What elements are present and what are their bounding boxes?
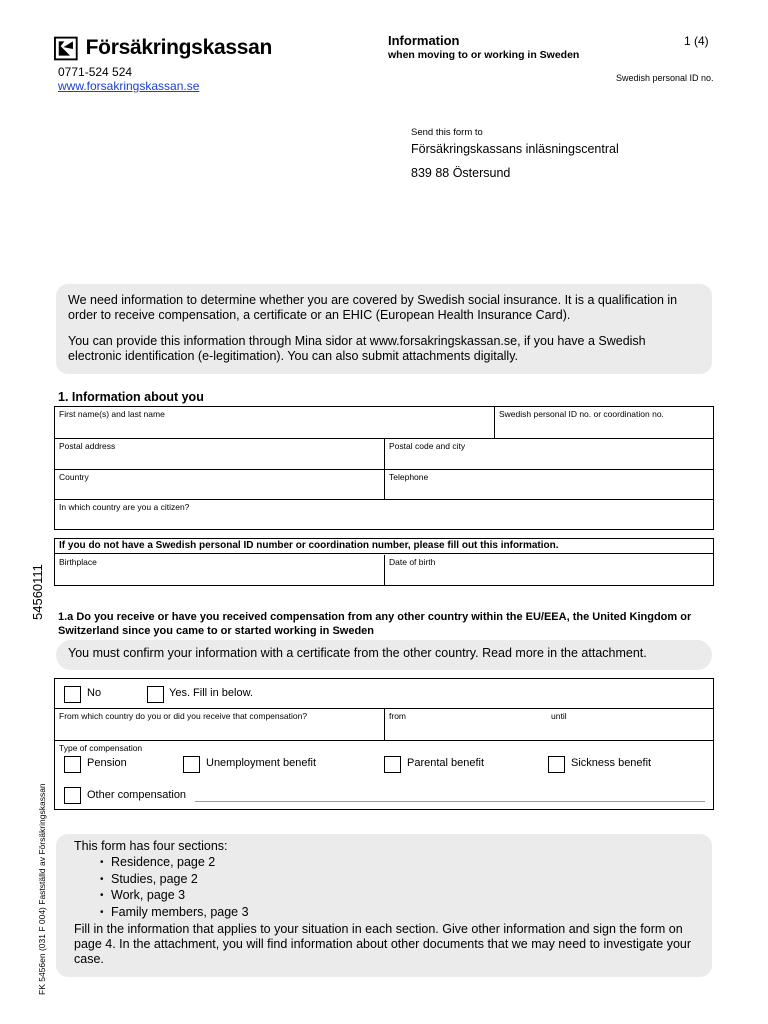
- country-label: Country: [59, 472, 89, 482]
- logo-mark-icon: [54, 36, 78, 61]
- yes-no-row: [55, 679, 713, 709]
- yes-label: Yes. Fill in below.: [169, 687, 253, 699]
- unemployment-label: Unemployment benefit: [206, 757, 317, 769]
- name-field-label: First name(s) and last name: [59, 409, 165, 419]
- compensation-table: [54, 678, 714, 810]
- sections-intro: This form has four sections:: [74, 839, 228, 853]
- form-subtitle: when moving to or working in Sweden: [388, 49, 580, 61]
- website-link[interactable]: www.forsakringskassan.se: [58, 79, 200, 93]
- personal-info-table: [54, 406, 714, 530]
- citizenship-field[interactable]: [55, 500, 713, 529]
- until-label: until: [551, 711, 567, 721]
- dob-field[interactable]: [385, 555, 713, 585]
- form-title: Information: [388, 33, 460, 48]
- sickness-label: Sickness benefit: [571, 757, 652, 769]
- side-legal-text-content: FK 5456en (031 F 004) Fastställd av Försäkringskassan: [37, 783, 47, 995]
- list-item: • Residence, page 2: [100, 855, 694, 870]
- no-id-heading: If you do not have a Swedish personal ID number or coordination number, please fill out this information.: [55, 539, 713, 554]
- send-to-address: 839 88 Östersund: [411, 166, 511, 180]
- postal-address-label: Postal address: [59, 441, 116, 451]
- question-1a-note: You must confirm your information with a certificate from the other country. Read more in the attachment.: [56, 640, 712, 670]
- send-to-name: Försäkringskassans inläsningscentral: [411, 142, 619, 156]
- telephone-field[interactable]: [385, 470, 713, 500]
- list-item: • Work, page 3: [100, 888, 694, 903]
- list-item: • Studies, page 2: [100, 872, 694, 887]
- pension-label: Pension: [87, 757, 127, 769]
- section-1-title: 1. Information about you: [58, 390, 204, 404]
- compensation-country-label: From which country do you or did you receive that compensation?: [59, 711, 308, 721]
- no-label: No: [87, 687, 102, 699]
- brand-name: Försäkringskassan: [85, 36, 272, 59]
- from-label: from: [389, 711, 406, 721]
- question-1a-text: 1.a Do you receive or have you received compensation from any other country within the EU/EEA, the United Kingdom or Switzerland since you came to or started working in Sweden: [58, 611, 692, 637]
- yes-checkbox[interactable]: [147, 686, 164, 703]
- parental-label: Parental benefit: [407, 757, 485, 769]
- pid-field-label: Swedish personal ID no. or coordination no.: [499, 409, 664, 419]
- other-compensation-input-line[interactable]: [195, 801, 705, 802]
- postal-code-label: Postal code and city: [389, 441, 466, 451]
- birthplace-label: Birthplace: [59, 557, 97, 567]
- intro-info-box: [56, 284, 712, 374]
- brand-logo: [54, 34, 272, 62]
- question-1a-title: [58, 610, 718, 638]
- postal-address-field[interactable]: [55, 439, 385, 470]
- dob-label: Date of birth: [389, 557, 436, 567]
- intro-paragraph-1: We need information to determine whether you are covered by Swedish social insurance. It is a qualification in order to receive compensation, a certificate or an EHIC (European Health Insurance Card).: [68, 293, 678, 322]
- sickness-checkbox[interactable]: [548, 756, 565, 773]
- postal-code-field[interactable]: [385, 439, 713, 470]
- other-compensation-checkbox[interactable]: [64, 787, 81, 804]
- pension-checkbox[interactable]: [64, 756, 81, 773]
- compensation-type-label: Type of compensation: [59, 743, 143, 753]
- citizenship-label: In which country are you a citizen?: [59, 502, 190, 512]
- telephone-label: Telephone: [389, 472, 429, 482]
- send-to-label: Send this form to: [411, 127, 483, 138]
- sections-outro: Fill in the information that applies to your situation in each section. Give other information and sign the form on page 4. In the attachment, you will find information about other documents that we may need to investigate your case.: [74, 921, 692, 966]
- intro-paragraph-2: You can provide this information through Mina sidor at www.forsakringskassan.se, if you have a Swedish electronic identification (e-legitimation). You can also submit attachments digitally.: [68, 334, 646, 363]
- no-id-table: [54, 538, 714, 586]
- form-sections-box: [56, 834, 712, 977]
- list-item: • Family members, page 3: [100, 905, 694, 920]
- until-date-field[interactable]: [547, 709, 713, 741]
- phone-number: 0771-524 524: [58, 65, 133, 79]
- name-field[interactable]: [55, 407, 495, 439]
- sections-list: [100, 855, 694, 920]
- side-form-code-text: 54560111: [30, 564, 45, 620]
- page-number: 1 (4): [684, 34, 709, 48]
- from-date-field[interactable]: [385, 709, 547, 741]
- compensation-type-area: [55, 741, 713, 809]
- unemployment-checkbox[interactable]: [183, 756, 200, 773]
- no-checkbox[interactable]: [64, 686, 81, 703]
- birthplace-field[interactable]: [55, 555, 385, 585]
- other-compensation-label: Other compensation: [87, 789, 187, 801]
- country-field[interactable]: [55, 470, 385, 500]
- compensation-country-field[interactable]: [55, 709, 385, 741]
- side-form-code: [30, 560, 44, 620]
- parental-checkbox[interactable]: [384, 756, 401, 773]
- pid-field[interactable]: [495, 407, 713, 439]
- header-pid-label: Swedish personal ID no.: [616, 73, 714, 83]
